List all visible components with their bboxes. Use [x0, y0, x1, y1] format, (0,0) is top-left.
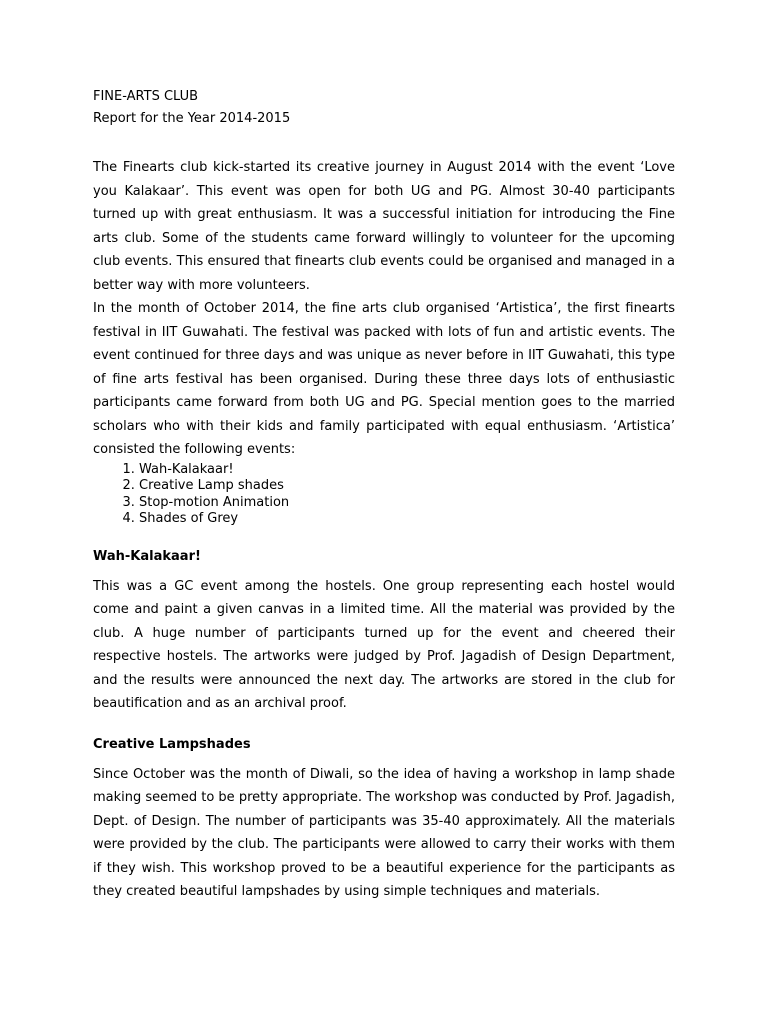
- spacer: [93, 716, 675, 734]
- list-item: 1. Wah-Kalakaar!: [139, 462, 675, 479]
- events-list: [93, 462, 675, 528]
- document-subtitle: Report for the Year 2014-2015: [93, 111, 291, 126]
- spacer: [93, 130, 675, 156]
- section-heading-creative-lampshades: Creative Lampshades: [93, 736, 251, 752]
- document-title: FINE-ARTS CLUB: [93, 89, 199, 104]
- intro-paragraph: The Finearts club kick-started its creative journey in August 2014 with the event ‘Love you Kalakaar’. This event was open for both UG and PG. Almost 30-40 participants turned up with great enthusiasm. It was a successful initiation for introducing the Fine arts club. Some of the students came forward willingly to volunteer for the upcoming club events. This ensured that finearts club events could be organised and managed in a better way with more volunteers.: [93, 160, 675, 293]
- section-body-wah-kalakaar: This was a GC event among the hostels. One group representing each hostel would come and paint a given canvas in a limited time. All the material was provided by the club. A huge number of participants turned up for the event and cheered their respective hostels. The artworks were judged by Prof. Jagadish of Design Department, and the results were announced the next day. The artworks are stored in the club for beautification and as an archival proof.: [93, 578, 675, 711]
- list-item: 2. Creative Lamp shades: [139, 478, 675, 495]
- document-page: [93, 86, 675, 904]
- list-item: 4. Shades of Grey: [139, 511, 675, 528]
- section-body-creative-lampshades: Since October was the month of Diwali, so the idea of having a workshop in lamp shade making seemed to be pretty appropriate. The workshop was conducted by Prof. Jagadish, Dept. of Design. The number of participants was 35-40 approximately. All the materials were provided by the club. The participants were allowed to carry their works with them if they wish. This workshop proved to be a beautiful experience for the participants as they created beautiful lampshades by using simple techniques and materials.: [93, 766, 675, 899]
- section-heading-wah-kalakaar: Wah-Kalakaar!: [93, 548, 201, 564]
- intro-paragraph: In the month of October 2014, the fine arts club organised ‘Artistica’, the first finearts festival in IIT Guwahati. The festival was packed with lots of fun and artistic events. The event continued for three days and was unique as never before in IIT Guwahati, this type of fine arts festival has been organised. During these three days lots of enthusiastic participants came forward from both UG and PG. Special mention goes to the married scholars who with their kids and family participated with equal enthusiasm. ‘Artistica’ consisted the following events:: [93, 301, 675, 457]
- spacer: [93, 528, 675, 546]
- spacer: [93, 756, 675, 763]
- list-item: 3. Stop-motion Animation: [139, 495, 675, 512]
- spacer: [93, 568, 675, 575]
